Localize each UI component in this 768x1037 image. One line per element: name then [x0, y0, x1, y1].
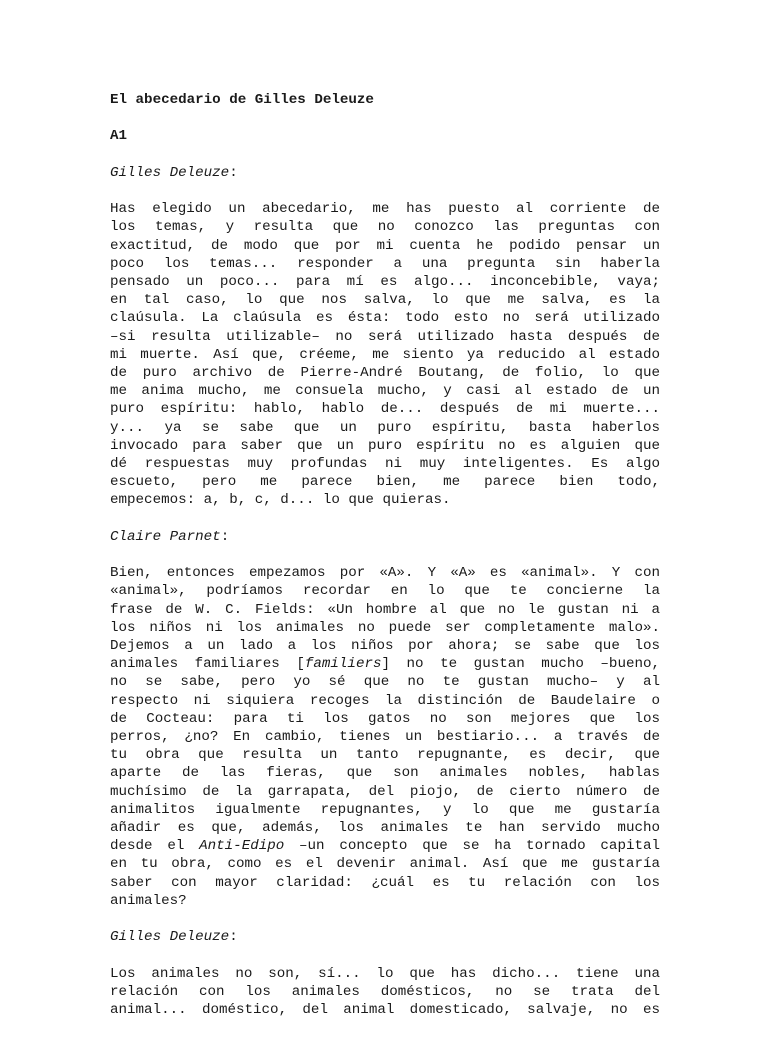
text-line: frase de W. C. Fields: «Un hombre al que no le gustan ni a [110, 601, 660, 618]
text-line: en tu obra, como es el devenir animal. Así que me gustaría [110, 856, 660, 873]
italic-title: Anti-Edipo [199, 838, 285, 855]
text-line: Dejemos a un lado a los niños por ahora; se sabe que los [110, 638, 660, 655]
text-line [110, 655, 660, 673]
text-line: me anima mucho, me consuela mucho, y casi al estado de un [110, 383, 660, 400]
text-line: animal... doméstico, del animal domesticado, salvaje, no es [110, 1002, 660, 1019]
text-line: en tal caso, lo que nos salva, lo que me salva, es la [110, 292, 660, 309]
text-line: puro espíritu: hablo, hablo de... después de mi muerte... [110, 401, 660, 418]
text-line: Has elegido un abecedario, me has puesto al corriente de [110, 201, 660, 218]
document-title: El abecedario de Gilles Deleuze [110, 92, 374, 108]
text-line: animales? [110, 892, 187, 909]
text-line: exactitud, de modo que por mi cuenta he podido pensar un [110, 237, 660, 254]
text-line: de Cocteau: para ti los gatos no son mejores que los [110, 710, 660, 727]
text-line: de puro archivo de Pierre-André Boutang, de folio, lo que [110, 365, 660, 381]
text-line: no se sabe, pero yo sé que no te gustan mucho– y al [110, 674, 660, 691]
text-line: perros, ¿no? En cambio, tienes un bestiario... a través de [110, 729, 660, 746]
text-line [110, 837, 660, 855]
document-page [110, 91, 660, 1037]
speaker-label [110, 928, 660, 946]
speaker-name: Gilles Deleuze [110, 164, 230, 181]
text-segment: ] no te gustan mucho –bueno, [381, 656, 661, 673]
italic-term: familiers [304, 656, 382, 673]
text-line: claúsula. La claúsula es ésta: todo esto no será utilizado [110, 310, 660, 327]
speaker-label [110, 164, 660, 182]
section-heading: A1 [110, 128, 128, 145]
text-line: relación con los animales domésticos, no se trata del [110, 983, 660, 1000]
text-line: saber con mayor claridad: ¿cuál es tu relación con los [110, 874, 660, 891]
paragraph [110, 965, 660, 1020]
text-segment: animales familiares [ [110, 656, 305, 673]
text-segment: –un concepto que se ha tornado capital [284, 838, 661, 855]
text-line: animalitos igualmente repugnantes, y lo que me gustaría [110, 801, 660, 818]
text-segment: desde el [110, 838, 200, 855]
text-line: dé respuestas muy profundas ni muy inteligentes. Es algo [110, 456, 660, 473]
text-line: –si resulta utilizable– no será utilizado hasta después de [110, 328, 660, 345]
paragraph [110, 564, 660, 910]
speaker-label [110, 528, 660, 546]
text-line: los niños ni los animales no puede ser completamente malo». [110, 619, 660, 636]
text-line: Bien, entonces empezamos por «A». Y «A» es «animal». Y con [110, 565, 660, 582]
text-line: «animal», podríamos recordar en lo que te concierne la [110, 583, 660, 600]
speaker-colon: : [229, 929, 238, 946]
text-line: mi muerte. Así que, créeme, me siento ya reducido al estado [110, 346, 660, 363]
speaker-name: Gilles Deleuze [110, 929, 230, 946]
text-line: Los animales no son, sí... lo que has dicho... tiene una [110, 965, 660, 982]
text-line: aparte de las fieras, que son animales nobles, hablas [110, 765, 660, 782]
text-line: los temas, y resulta que no conozco las preguntas con [110, 219, 660, 236]
speaker-colon: : [229, 164, 238, 181]
text-line: respecto ni siquiera recoges la distinción de Baudelaire o [110, 692, 660, 709]
text-line: escueto, pero me parece bien, me parece bien todo, [110, 474, 660, 491]
paragraph [110, 200, 660, 509]
text-line: muchísimo de la garrapata, del piojo, de cierto número de [110, 783, 660, 800]
text-line: tu obra que resulta un tanto repugnante, es decir, que [110, 747, 660, 764]
speaker-colon: : [220, 528, 230, 545]
text-line: invocado para saber que un puro espíritu no es alguien que [110, 437, 660, 454]
speaker-name: Claire Parnet [110, 528, 221, 545]
text-line: empecemos: a, b, c, d... lo que quieras. [110, 492, 451, 509]
text-line: pensado un poco... para mí es algo... inconcebible, vaya; [110, 273, 660, 290]
text-line: poco los temas... responder a una pregunta sin haberla [110, 255, 660, 272]
text-line: añadir es que, además, los animales te han servido mucho [110, 820, 660, 837]
text-line: y... ya se sabe que un puro espíritu, basta haberlos [110, 419, 660, 436]
